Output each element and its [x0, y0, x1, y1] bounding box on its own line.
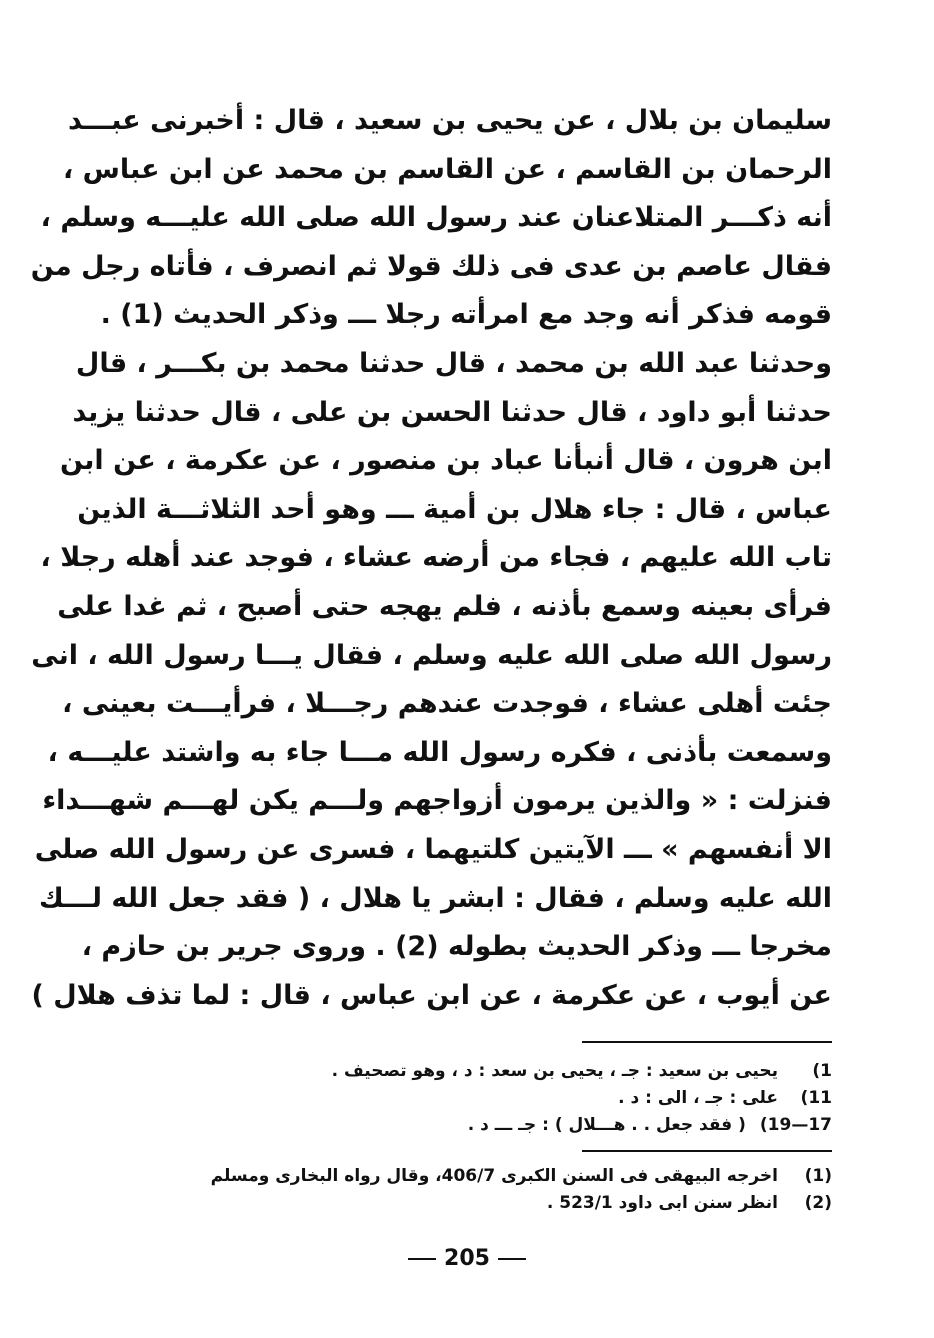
text-line: فرأى بعينه وسمع بأذنه ، فلم يهجه حتى أصبح ، ثم غدا على	[57, 590, 832, 622]
note-text: اخرجه البيهقى فى السنن الكبرى 406/7، وقال رواه البخارى ومسلم	[210, 1166, 778, 1186]
text-line: مخرجا ـــ وذكر الحديث بطوله (2) . وروى جرير بن حازم ،	[81, 931, 832, 963]
note-text: على : جـ ، الى : د .	[618, 1088, 778, 1108]
text-line: ابن هرون ، قال أنبأنا عباد بن منصور ، عن عكرمة ، عن ابن	[60, 445, 832, 477]
text-line: قومه فذكر أنه وجد مع امرأته رجلا ـــ وذكر الحديث (1) .	[100, 299, 832, 331]
text-line: عن أيوب ، عن عكرمة ، عن ابن عباس ، قال : لما تذف هلال )	[31, 979, 832, 1011]
footnote-divider	[582, 1150, 832, 1152]
text-line: وسمعت بأذنى ، فكره رسول الله مـــا جاء به واشتد عليـــه ،	[47, 736, 832, 768]
text-line: أنه ذكـــر المتلاعنان عند رسول الله صلى الله عليـــه وسلم ،	[40, 202, 832, 234]
main-text	[30, 97, 832, 1020]
dash-left	[408, 1258, 436, 1260]
variant-notes	[180, 1058, 832, 1139]
note-ref: 17—19)	[759, 1115, 832, 1135]
note-text: يحيى بن سعيد : جـ ، يحيى بن سعد : د ، وهو تصحيف .	[331, 1061, 778, 1081]
note-ref: (2)	[804, 1193, 832, 1213]
note-text: ( فقد جعل . . هـــلال ) : جـ ـــ د .	[467, 1115, 746, 1135]
text-line: فقال عاصم بن عدى فى ذلك قولا ثم انصرف ، فأتاه رجل من	[30, 250, 832, 282]
text-line: سليمان بن بلال ، عن يحيى بن سعيد ، قال : أخبرنى عبـــد	[68, 105, 832, 136]
text-line: الرحمان بن القاسم ، عن القاسم بن محمد عن ابن عباس ،	[63, 153, 832, 185]
text-line: رسول الله صلى الله عليه وسلم ، فقال يـــا رسول الله ، انى	[31, 639, 832, 671]
note-ref: 11)	[800, 1088, 832, 1108]
note-ref: (1)	[804, 1166, 832, 1186]
variant-note	[180, 1058, 832, 1085]
text-line: فنزلت : « والذين يرمون أزواجهم ولـــم يكن لهـــم شهـــداء	[42, 785, 832, 817]
text-line: حدثنا أبو داود ، قال حدثنا الحسن بن على ، قال حدثنا يزيد	[72, 396, 832, 428]
text-line: تاب الله عليهم ، فجاء من أرضه عشاء ، فوجد عند أهله رجلا ،	[40, 542, 832, 574]
variant-note	[180, 1085, 832, 1112]
text-line: الا أنفسهم » ـــ الآيتين كلتيهما ، فسرى عن رسول الله صلى	[34, 833, 832, 865]
page-number-value: 205	[444, 1246, 490, 1271]
text-line: الله عليه وسلم ، فقال : ابشر يا هلال ، ( فقد جعل الله لـــك	[39, 882, 832, 914]
source-notes	[180, 1163, 832, 1217]
text-line: وحدثنا عبد الله بن محمد ، قال حدثنا محمد بن بكـــر ، قال	[75, 347, 832, 379]
note-text: انظر سنن ابى داود 523/1 .	[546, 1193, 778, 1213]
dash-right	[498, 1258, 526, 1260]
source-note	[180, 1190, 832, 1217]
text-line: عباس ، قال : جاء هلال بن أمية ـــ وهو أحد الثلاثـــة الذين	[77, 493, 832, 525]
note-ref: 1)	[812, 1061, 832, 1081]
page-number	[0, 1244, 934, 1274]
variant-note	[180, 1112, 832, 1139]
source-note	[180, 1163, 832, 1190]
text-line: جئت أهلى عشاء ، فوجدت عندهم رجـــلا ، فرأيـــت بعينى ،	[62, 688, 832, 720]
footnote-divider	[582, 1041, 832, 1043]
